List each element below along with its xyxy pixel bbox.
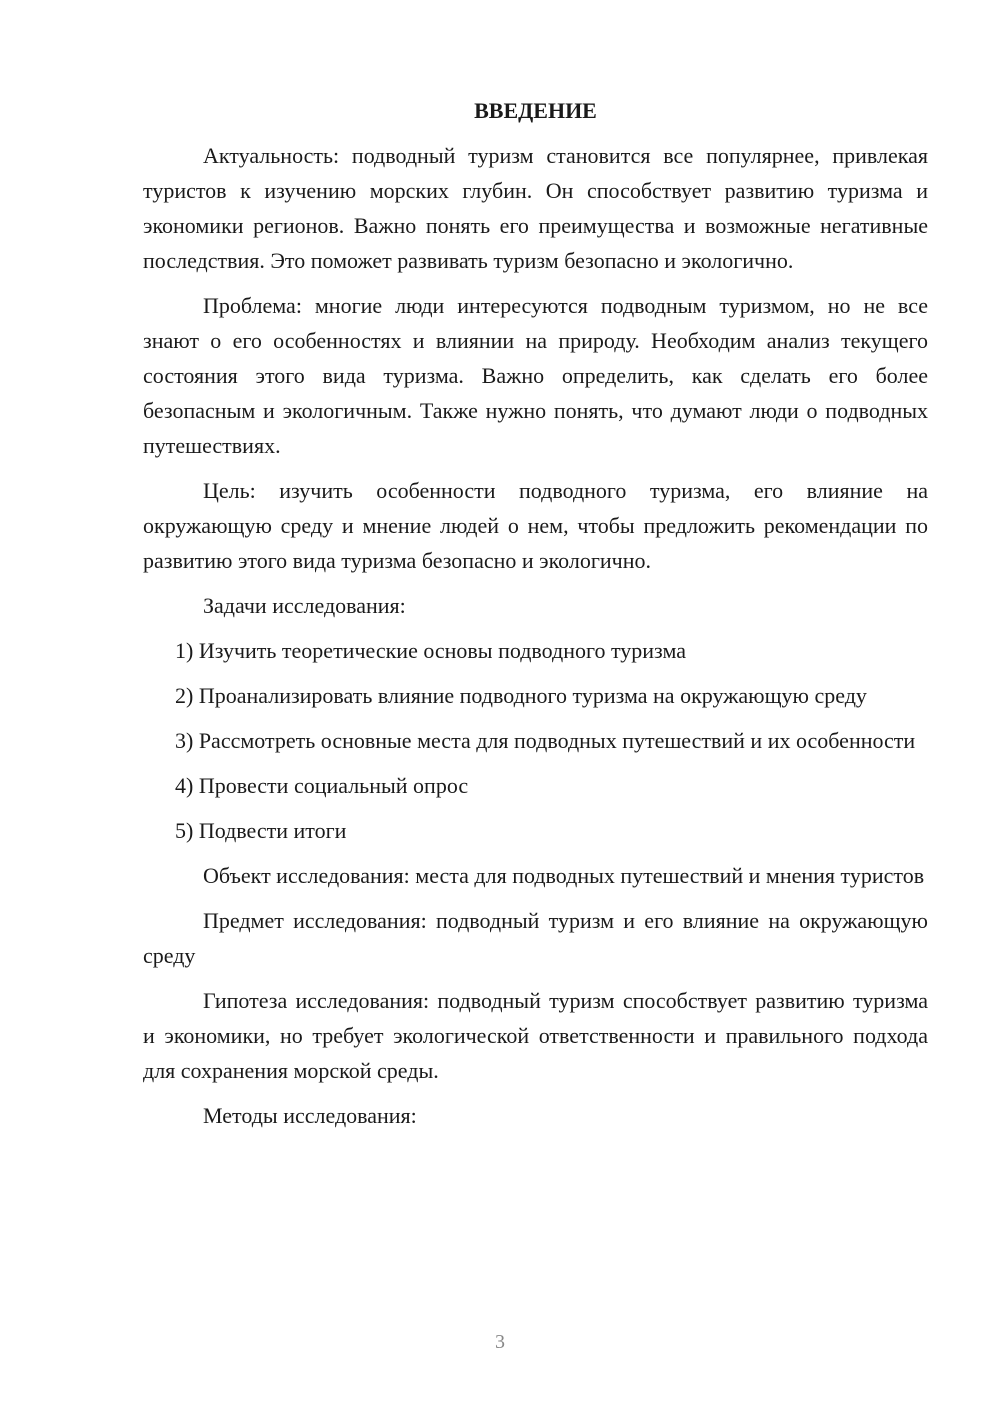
paragraph-hypothesis: Гипотеза исследования: подводный туризм способствует развитию туризма и экономики, но требует экологической ответственности и правильного подхода для сохранения морской среды. <box>143 988 928 1083</box>
document-page <box>143 96 928 1143</box>
task-item: 2) Проанализировать влияние подводного туризма на окружающую среду <box>175 683 867 708</box>
paragraph-tasks-heading: Задачи исследования: <box>203 593 406 618</box>
page-title: ВВЕДЕНИЕ <box>474 98 597 123</box>
task-item: 4) Провести социальный опрос <box>175 773 469 798</box>
paragraph-goal: Цель: изучить особенности подводного туризма, его влияние на окружающую среду и мнение людей о нем, чтобы предложить рекомендации по развитию этого вида туризма безопасно и экологично. <box>143 478 928 573</box>
page-number: 3 <box>495 1331 505 1353</box>
paragraph-problem: Проблема: многие люди интересуются подводным туризмом, но не все знают о его особенностях и влиянии на природу. Необходим анализ текущего состояния этого вида туризма. Важно определить, как сделать его более безопасным и экологичным. Также нужно понять, что думают люди о подводных путешествиях. <box>143 293 928 458</box>
paragraph-object: Объект исследования: места для подводных путешествий и мнения туристов <box>203 863 925 888</box>
task-item: 3) Рассмотреть основные места для подводных путешествий и их особенности <box>175 728 916 753</box>
paragraph-relevance: Актуальность: подводный туризм становится все популярнее, привлекая туристов к изучению морских глубин. Он способствует развитию туризма и экономики регионов. Важно понять его преимущества и возможные негативные последствия. Это поможет развивать туризм безопасно и экологично. <box>143 143 928 273</box>
paragraph-subject: Предмет исследования: подводный туризм и его влияние на окружающую среду <box>143 908 928 968</box>
task-item: 1) Изучить теоретические основы подводного туризма <box>175 638 686 663</box>
task-item: 5) Подвести итоги <box>175 818 347 843</box>
paragraph-methods: Методы исследования: <box>203 1103 417 1128</box>
